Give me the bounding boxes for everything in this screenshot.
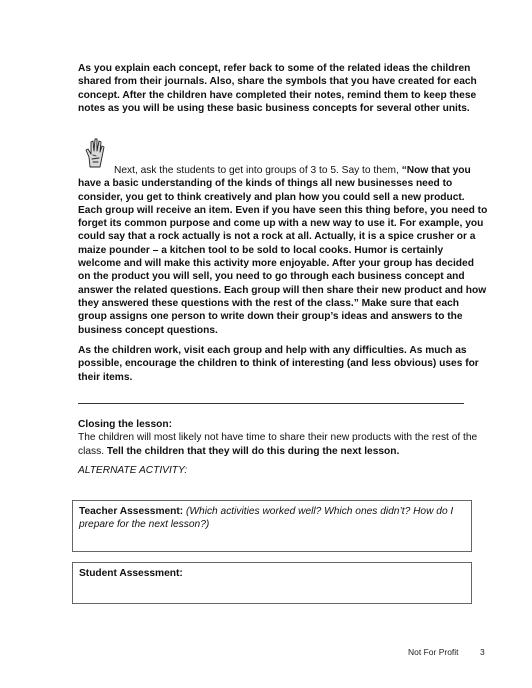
teacher-assessment-prompt: (Which activities worked well? Which ones didn’t? How do I prepare for the next lesson?) — [79, 506, 454, 531]
teacher-assessment-label: Teacher Assessment: — [79, 506, 184, 517]
page-number: 3 — [480, 647, 485, 657]
closing-text: The children will most likely not have time to share their new products with the rest of the class. — [78, 432, 478, 457]
closing-instruction: Tell the children that they will do this during the next lesson. — [106, 445, 400, 457]
student-assessment-label: Student Assessment: — [79, 568, 183, 579]
paragraph-group-activity — [78, 164, 488, 337]
paragraph-visit-groups: As the children work, visit each group and help with any difficulties. As much as possible, encourage the children to think of interesting (and less obvious) uses for their items. — [78, 345, 479, 383]
group-instructions: Next, ask the students to get into groups of 3 to 5. Say to them, — [114, 165, 402, 176]
teacher-script-quote: “Now that you have a basic understanding of the kinds of things all new businesses need to consider, you get to think creatively and plan how you could sell a new product. Each group will receive an item. Even if you have seen this thing before, you need to forget its common purpose and come up with a new way to use it. For example, you could say that a rock actually is not a rock at all. Actually, it is a spice crusher or a maize pounder – a kitchen tool to be sold to local cooks. Humor is certainly welcome and will make this activity more enjoyable. After your group has decided on the product you will sell, you need to go through each business concept and answer the related questions. Each group will then share their new product and how they answered these questions with the rest of the class.” Make sure that each group assigns one person to write down their group’s ideas and answers to the business concept questions. — [78, 165, 488, 336]
paragraph-concepts: As you explain each concept, refer back to some of the related ideas the children shared from their journals. Also, share the symbols that you have created for each concept. After the children have completed their notes, remind them to keep these notes as you will be using these basic business concepts for several other units. — [78, 63, 477, 114]
student-assessment-box — [72, 562, 472, 604]
closing-heading: Closing the lesson: — [78, 419, 172, 430]
footer-text: Not For Profit — [408, 647, 459, 657]
section-divider — [78, 403, 464, 404]
alternate-activity-heading: ALTERNATE ACTIVITY: — [78, 465, 188, 476]
teacher-assessment-box — [72, 500, 472, 552]
closing-section — [78, 418, 488, 458]
